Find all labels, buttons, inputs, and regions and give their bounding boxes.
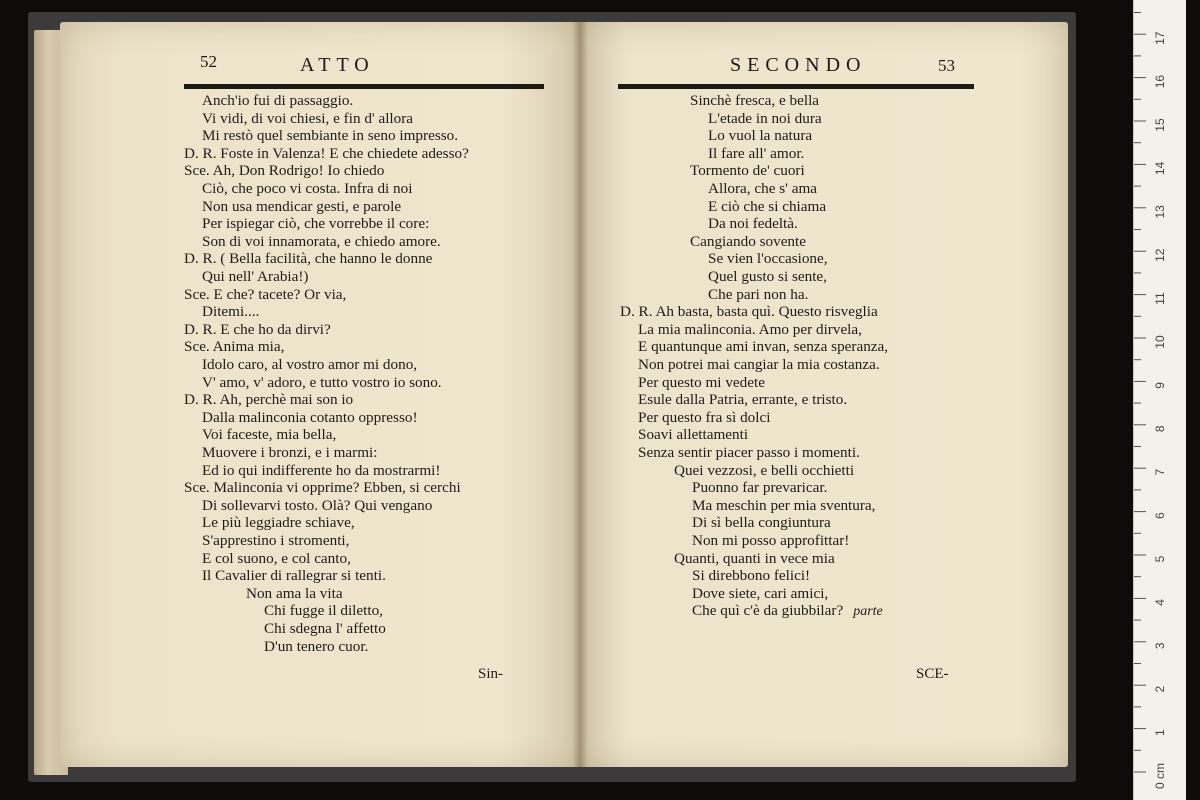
measurement-ruler [1133,0,1186,800]
ruler-number: 1 [1153,729,1167,736]
ruler-number: 3 [1153,642,1167,650]
text-line: Sce. Malinconia vi opprime? Ebben, si cerchi [184,479,461,497]
ruler-number: 8 [1153,425,1167,433]
ruler-number: 7 [1153,468,1167,476]
text-line: Sce. E che? tacete? Or via, [184,285,347,303]
text-line: Voi faceste, mia bella, [202,426,337,444]
text-line: Ciò, che poco vi costa. Infra di noi [202,180,413,197]
text-line: Dove siete, cari amici, [692,584,829,602]
ruler-number: 9 [1153,382,1167,389]
text-line: Da noi fedeltà. [708,215,798,233]
text-line: Sce. Ah, Don Rodrigo! Io chiedo [184,162,385,180]
text-line: Senza sentir piacer passo i momenti. [638,444,860,461]
text-line: Il fare all' amor. [708,144,805,162]
ruler-unit-label: 0 cm [1153,762,1167,790]
left-running-head: ATTO [300,54,375,76]
ruler-number: 6 [1153,512,1167,519]
ruler-number: 5 [1153,555,1167,563]
text-line: E ciò che si chiama [708,197,827,215]
right-running-head: SECONDO [730,54,867,76]
text-line: D. R. Ah basta, basta quì. Questo risveglia [620,303,878,321]
text-line: D. R. E che ho da dirvi? [184,320,331,338]
text-line: Qui nell' Arabia!) [202,268,309,285]
text-line: Per questo fra sì dolci [638,408,771,426]
text-line: Le più leggiadre schiave, [202,514,355,532]
text-line: Si direbbono felici! [692,567,811,585]
text-line: V' amo, v' adoro, e tutto vostro io sono. [202,373,442,391]
text-line: Non ama la vita [246,584,343,602]
ruler-number: 12 [1153,248,1167,262]
ruler-number: 15 [1153,118,1167,132]
text-line: Di sollevarvi tosto. Olà? Qui vengano [202,496,433,514]
text-line: Dalla malinconia cotanto oppresso! [202,408,418,426]
text-line: E quantunque ami invan, senza speranza, [638,338,889,356]
ruler-number: 16 [1153,74,1167,89]
text-line: Son di voi innamorata, e chiedo amore. [202,232,441,250]
right-page [580,22,1068,767]
text-line: Puonno far prevaricar. [692,479,828,497]
text-line: Esule dalla Patria, errante, e tristo. [638,391,848,409]
ruler-number: 13 [1153,205,1167,219]
text-line: Non usa mendicar gesti, e parole [202,197,402,215]
text-line: Che pari non ha. [708,285,809,303]
text-line: D. R. Foste in Valenza! E che chiedete adesso? [184,144,469,162]
text-line: Non potrei mai cangiar la mia costanza. [638,356,880,373]
text-line: Ma meschin per mia sventura, [692,496,876,514]
text-line: Mi restò quel sembiante in seno impresso. [202,127,459,145]
text-line: Soavi allettamenti [638,426,749,444]
text-line: Cangiando sovente [690,232,806,250]
text-line: Sinchè fresca, e bella [690,92,820,109]
text-line: Non mi posso approfittar! [692,532,850,549]
text-line: Sce. Anima mia, [184,338,285,356]
stage-direction: parte [853,604,883,620]
text-line: Muovere i bronzi, e i marmi: [202,444,378,461]
ruler-number: 4 [1153,599,1167,606]
text-line: D'un tenero cuor. [264,637,369,655]
text-line: Per ispiegar ciò, che vorrebbe il core: [202,215,430,233]
ruler-number: 11 [1153,292,1167,305]
text-line: Idolo caro, al vostro amor mi dono, [202,356,418,373]
text-line: D. R. Ah, perchè mai son io [184,391,354,409]
text-line: Chi fugge il diletto, [264,602,383,620]
text-line: Quanti, quanti in vece mia [674,549,835,567]
text-line: Ditemi.... [202,303,260,321]
text-line: S'apprestino i stromenti, [202,532,350,549]
text-line: Ed io qui indifferente ho da mostrarmi! [202,461,441,479]
left-page-number: 52 [200,52,217,71]
text-line: Lo vuol la natura [708,127,813,145]
text-line: Se vien l'occasione, [708,250,828,268]
right-text-block [620,92,1020,652]
right-header-rule [618,84,974,89]
text-line: Quei vezzosi, e belli occhietti [674,461,855,479]
text-line: La mia malinconia. Amo per dirvela, [638,320,862,338]
text-line: Che quì c'è da giubbilar? parte [692,602,883,620]
left-header-rule [184,84,544,89]
text-line: Vi vidi, di voi chiesi, e fin d' allora [202,109,414,127]
text-line: E col suono, e col canto, [202,549,351,567]
text-line: Allora, che s' ama [708,180,818,197]
right-catchword: SCE- [916,666,949,682]
text-line: Tormento de' cuori [690,162,805,180]
left-catchword: Sin- [478,666,504,682]
text-line: Per questo mi vedete [638,373,765,391]
left-text-block [184,92,564,692]
text-line: Il Cavalier di rallegrar si tenti. [202,567,386,585]
ruler-number: 14 [1153,161,1167,176]
text-line: L'etade in noi dura [708,109,822,127]
book-gutter [572,22,588,767]
text-line: Chi sdegna l' affetto [264,620,386,637]
ruler-number: 10 [1153,335,1167,349]
text-line: Anch'io fui di passaggio. [202,92,354,109]
ruler-number: 17 [1153,31,1167,45]
right-page-number: 53 [938,56,955,75]
text-line: D. R. ( Bella facilità, che hanno le donne [184,250,433,268]
text-line: Quel gusto si sente, [708,268,827,285]
ruler-number: 2 [1153,685,1167,693]
ruler-scale [1134,0,1186,800]
text-line: Di sì bella congiuntura [692,514,831,532]
left-page [60,22,580,767]
